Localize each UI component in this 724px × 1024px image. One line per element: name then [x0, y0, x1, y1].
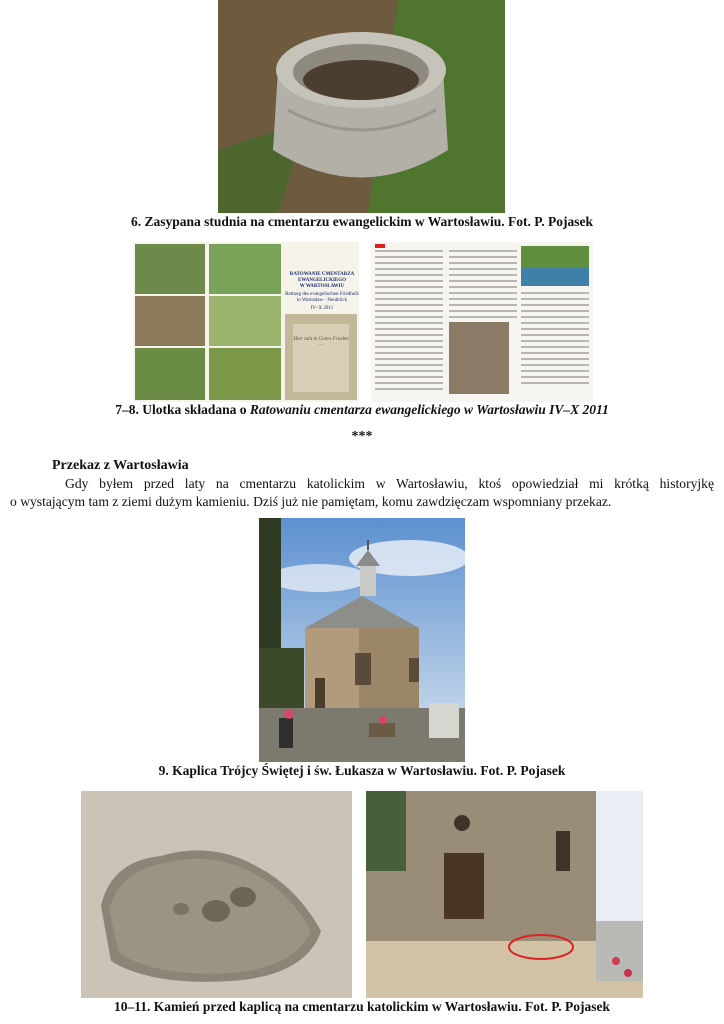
caption-figures-7-8-prefix: 7–8. Ulotka składana o: [115, 402, 250, 417]
flyer-page-outer: [133, 242, 359, 402]
paragraph-line-2: o wystającym tam z ziemi dużym kamieniu. Dziś już nie pamiętam, komu zawdzięczam wspomniany przekaz.: [10, 494, 612, 509]
flyer-date: IV–X 2011: [310, 306, 334, 311]
caption-figure-9: 9. Kaplica Trójcy Świętej i św. Łukasza w Wartosławiu. Fot. P. Pojasek: [158, 763, 566, 778]
photo-stone: [81, 791, 352, 998]
flyer-subtitle: Rettung des evangelischen Friedhofs in Wartosław - Neubrück: [285, 292, 359, 303]
flyer-title-2: EWANGELICKIEGO: [297, 278, 347, 283]
flyer-page-inner: [371, 242, 593, 402]
caption-figure-6: 6. Zasypana studnia na cmentarzu ewangelickim w Wartosławiu. Fot. P. Pojasek: [130, 214, 594, 229]
section-paragraph: [10, 475, 714, 511]
flyer-title-1: RATOWANIE CMENTARZA: [289, 272, 355, 277]
flyer-title-3: W WARTOSŁAWIU: [299, 284, 345, 289]
section-separator: ***: [351, 429, 373, 444]
flyer-stone-inscription: Hier ruht in Gottes Frieden ...: [293, 337, 349, 347]
photo-chapel-front: [366, 791, 643, 998]
caption-figures-7-8-title: Ratowaniu cmentarza ewangelickiego w Wartosławiu IV–X 2011: [249, 402, 609, 417]
caption-figures-10-11: 10–11. Kamień przed kaplicą na cmentarzu katolickim w Wartosławiu. Fot. P. Pojasek: [113, 999, 611, 1014]
photo-chapel: [259, 518, 465, 762]
paragraph-line-1: Gdy byłem przed laty na cmentarzu katolickim w Wartosławiu, ktoś opowiedział mi krótką historyjkę: [65, 476, 714, 491]
photo-filled-well: [218, 0, 505, 213]
caption-figures-7-8: [0, 402, 724, 418]
section-heading: Przekaz z Wartosławia: [52, 458, 189, 473]
